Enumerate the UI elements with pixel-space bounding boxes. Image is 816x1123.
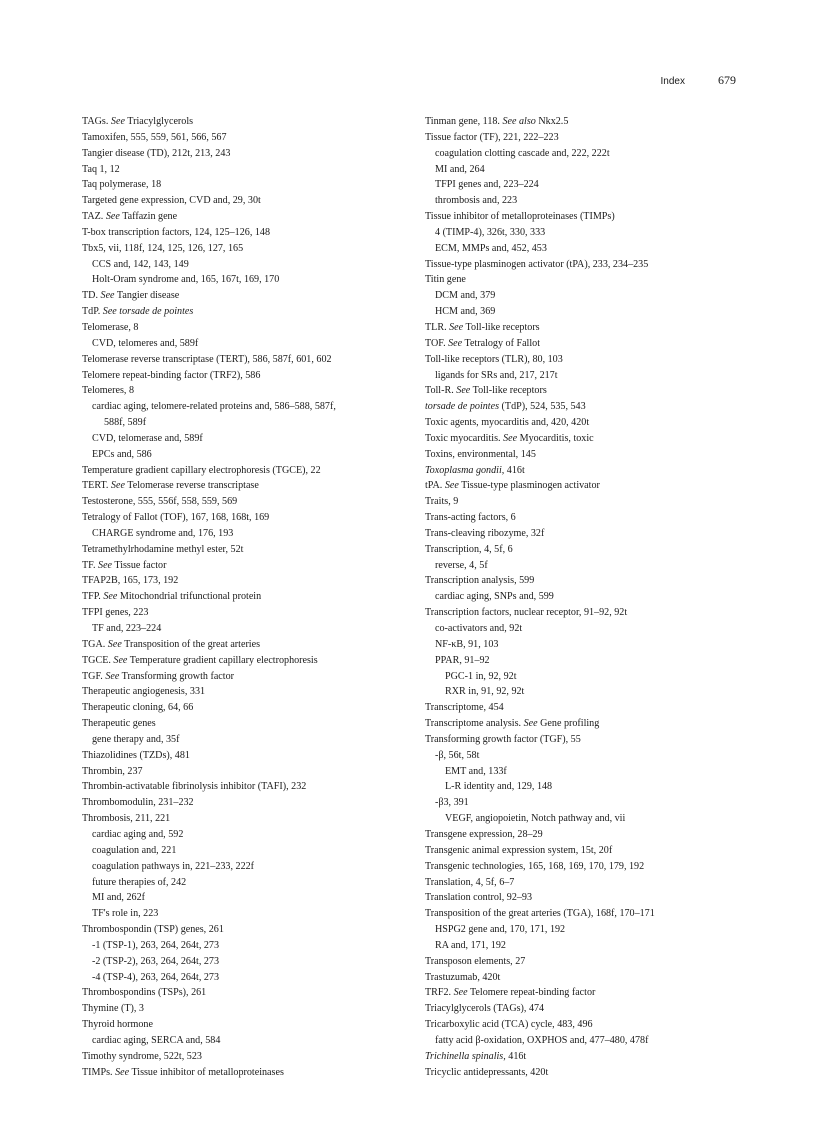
entry-text: Tbx5, vii, 118f, 124, 125, 126, 127, 165 xyxy=(82,242,244,254)
entry-text: Temperature gradient capillary electrophoresis (TGCE), 22 xyxy=(82,464,321,476)
entry-tail-text: Tissue inhibitor of metalloproteinases xyxy=(129,1066,284,1078)
entry-text: coagulation and, 221 xyxy=(92,844,177,856)
entry-tail-text: Telomerase reverse transcriptase xyxy=(124,480,259,492)
entry-text: Tetramethylrhodamine methyl ester, 52t xyxy=(82,543,244,555)
entry-text: Transcription analysis, 599 xyxy=(425,575,535,587)
entry-text: Toll-like receptors (TLR), 80, 103 xyxy=(425,353,563,365)
entry-text: TD. xyxy=(82,290,101,302)
index-entry xyxy=(82,1001,412,1017)
entry-text: Taq 1, 12 xyxy=(82,163,120,175)
index-entry xyxy=(82,700,412,716)
entry-text: Thrombomodulin, 231–232 xyxy=(82,797,194,809)
index-entry xyxy=(425,478,755,494)
index-subentry xyxy=(425,938,755,954)
index-entry xyxy=(82,1017,412,1033)
entry-italic-text: See xyxy=(110,480,125,492)
entry-text: Telomerase reverse transcriptase (TERT), 586, 587f, 601, 602 xyxy=(82,353,332,365)
entry-text: coagulation pathways in, 221–233, 222f xyxy=(92,860,255,872)
index-subentry xyxy=(425,764,755,780)
entry-text: TAGs. xyxy=(82,116,111,127)
index-entry xyxy=(82,684,412,700)
entry-tail-text: (TdP), 524, 535, 543 xyxy=(499,401,586,413)
index-entry xyxy=(425,859,755,875)
index-entry xyxy=(82,716,412,732)
index-subentry xyxy=(82,827,412,843)
entry-text: CHARGE syndrome and, 176, 193 xyxy=(92,527,234,539)
index-subentry xyxy=(425,637,755,653)
entry-text: Transgene expression, 28–29 xyxy=(425,828,543,840)
entry-text: ECM, MMPs and, 452, 453 xyxy=(435,242,547,254)
index-subentry xyxy=(82,859,412,875)
index-entry xyxy=(82,177,412,193)
entry-tail-text: Tangier disease xyxy=(114,290,180,302)
entry-text: Therapeutic cloning, 64, 66 xyxy=(82,702,194,714)
entry-text: TGCE. xyxy=(82,654,114,666)
index-entry xyxy=(425,542,755,558)
entry-text: L-R identity and, 129, 148 xyxy=(445,781,553,793)
index-entry xyxy=(425,399,755,415)
index-entry xyxy=(82,114,412,130)
entry-text: Tinman gene, 118. xyxy=(425,116,503,127)
index-entry xyxy=(82,748,412,764)
index-entry xyxy=(425,383,755,399)
index-entry xyxy=(425,1065,755,1081)
index-entry xyxy=(82,1065,412,1081)
entry-italic-text: See xyxy=(98,559,113,571)
index-entry xyxy=(425,494,755,510)
entry-text: Transcription, 4, 5f, 6 xyxy=(425,543,513,555)
entry-text: TdP. xyxy=(82,306,103,318)
entry-text: Transgenic technologies, 165, 168, 169, 170, 179, 192 xyxy=(425,860,645,872)
entry-italic-text: See xyxy=(523,718,538,730)
entry-text: Thymine (T), 3 xyxy=(82,1003,144,1015)
entry-tail-text: Tetralogy of Fallot xyxy=(462,337,541,349)
entry-text: TGA. xyxy=(82,638,108,650)
entry-tail-text: 416t xyxy=(504,464,525,476)
entry-text: CCS and, 142, 143, 149 xyxy=(92,258,189,270)
entry-text: Tissue inhibitor of metalloproteinases (TIMPs) xyxy=(425,211,615,223)
entry-tail-text: Transposition of the great arteries xyxy=(121,638,261,650)
entry-text: MI and, 262f xyxy=(92,892,145,904)
entry-italic-text: See xyxy=(115,1066,130,1078)
entry-text: TIMPs. xyxy=(82,1066,116,1078)
entry-text: Translation, 4, 5f, 6–7 xyxy=(425,876,515,888)
entry-text: Traits, 9 xyxy=(425,496,459,508)
entry-tail-text: Gene profiling xyxy=(537,718,600,730)
index-subentry xyxy=(82,272,412,288)
index-entry xyxy=(425,1017,755,1033)
entry-text: RXR in, 91, 92, 92t xyxy=(445,686,525,698)
index-entry xyxy=(82,304,412,320)
entry-text: Tissue factor (TF), 221, 222–223 xyxy=(425,131,559,143)
index-entry xyxy=(82,193,412,209)
entry-tail-text: 416t xyxy=(505,1050,527,1062)
entry-text: -1 (TSP-1), 263, 264, 264t, 273 xyxy=(92,939,220,951)
index-entry xyxy=(82,558,412,574)
entry-text: co-activators and, 92t xyxy=(435,623,523,634)
index-entry xyxy=(425,463,755,479)
index-entry xyxy=(425,447,755,463)
index-entry xyxy=(82,241,412,257)
entry-tail-text: Temperature gradient capillary electrophoresis xyxy=(127,654,318,666)
entry-text: Thyroid hormone xyxy=(82,1019,153,1031)
entry-text: PPAR, 91–92 xyxy=(435,654,490,666)
index-subentry xyxy=(82,970,412,986)
index-entry xyxy=(82,653,412,669)
entry-text: Targeted gene expression, CVD and, 29, 30t xyxy=(82,195,261,207)
entry-text: Thrombospondin (TSP) genes, 261 xyxy=(82,924,224,936)
entry-text: Thrombospondins (TSPs), 261 xyxy=(82,987,207,999)
index-entry xyxy=(82,811,412,827)
index-entry xyxy=(425,906,755,922)
entry-text: Transcription factors, nuclear receptor, 91–92, 92t xyxy=(425,607,628,619)
index-entry xyxy=(82,320,412,336)
index-subentry xyxy=(82,526,412,542)
entry-text: cardiac aging and, 592 xyxy=(92,828,184,840)
entry-text: RA and, 171, 192 xyxy=(435,939,506,951)
entry-text: thrombosis and, 223 xyxy=(435,195,518,207)
index-subentry xyxy=(425,225,755,241)
index-entry xyxy=(425,114,755,130)
entry-text: HSPG2 gene and, 170, 171, 192 xyxy=(435,924,566,936)
entry-text: Tricyclic antidepressants, 420t xyxy=(425,1066,549,1078)
index-entry xyxy=(425,510,755,526)
index-entry xyxy=(425,605,755,621)
index-entry xyxy=(82,510,412,526)
index-entry xyxy=(82,368,412,384)
entry-text: fatty acid β-oxidation, OXPHOS and, 477–480, 478f xyxy=(435,1034,649,1046)
entry-tail-text: Myocarditis, toxic xyxy=(517,432,594,444)
index-subentry xyxy=(82,938,412,954)
index-entry xyxy=(425,320,755,336)
entry-text: Timothy syndrome, 522t, 523 xyxy=(82,1050,202,1062)
entry-text: 588f, 589f xyxy=(104,417,147,429)
index-entry xyxy=(425,954,755,970)
entry-text: cardiac aging, SERCA and, 584 xyxy=(92,1034,221,1046)
entry-text: Toxic agents, myocarditis and, 420, 420t xyxy=(425,417,590,429)
entry-text: 4 (TIMP-4), 326t, 330, 333 xyxy=(435,226,546,238)
entry-text: Toxins, environmental, 145 xyxy=(425,448,536,460)
entry-text: DCM and, 379 xyxy=(435,290,496,302)
entry-text: TAZ. xyxy=(82,211,106,223)
entry-text: TF's role in, 223 xyxy=(92,908,159,920)
entry-text: VEGF, angiopoietin, Notch pathway and, vii xyxy=(445,813,626,825)
entry-italic-text: See xyxy=(107,638,122,650)
index-entry xyxy=(425,890,755,906)
entry-text: -β3, 391 xyxy=(435,797,469,809)
entry-text: tPA. xyxy=(425,480,445,492)
entry-italic-text: See xyxy=(103,591,118,603)
entry-text: -2 (TSP-2), 263, 264, 264t, 273 xyxy=(92,955,220,967)
entry-tail-text: Transforming growth factor xyxy=(119,670,234,682)
entry-text: Tricarboxylic acid (TCA) cycle, 483, 496 xyxy=(425,1019,593,1031)
index-entry xyxy=(82,764,412,780)
entry-text: EMT and, 133f xyxy=(445,765,507,777)
index-entry xyxy=(425,716,755,732)
entry-italic-text: See xyxy=(105,211,120,223)
index-entry xyxy=(425,1049,755,1065)
index-entry xyxy=(82,573,412,589)
entry-text: MI and, 264 xyxy=(435,163,485,175)
index-subentry xyxy=(425,288,755,304)
index-entry xyxy=(425,732,755,748)
entry-text: TLR. xyxy=(425,321,450,333)
entry-text: PGC-1 in, 92, 92t xyxy=(445,670,517,682)
index-entry xyxy=(425,827,755,843)
entry-italic-text: See xyxy=(110,116,125,127)
index-subentry xyxy=(425,669,755,685)
entry-text: Transposition of the great arteries (TGA), 168f, 170–171 xyxy=(425,908,655,920)
index-subentry xyxy=(425,146,755,162)
entry-text: Translation control, 92–93 xyxy=(425,892,533,904)
index-entry xyxy=(82,130,412,146)
entry-text: cardiac aging, SNPs and, 599 xyxy=(435,591,554,603)
index-entry xyxy=(82,542,412,558)
index-subentry xyxy=(425,558,755,574)
index-subentry xyxy=(82,257,412,273)
entry-italic-text: Trichinella spinalis, xyxy=(425,1050,506,1062)
entry-text: Telomeres, 8 xyxy=(82,385,134,397)
entry-tail-text: Mitochondrial trifunctional protein xyxy=(117,591,262,603)
entry-text: Tamoxifen, 555, 559, 561, 566, 567 xyxy=(82,131,227,143)
entry-text: TERT. xyxy=(82,480,111,492)
entry-text: TFPI genes, 223 xyxy=(82,607,149,619)
index-entry xyxy=(82,985,412,1001)
index-entry xyxy=(82,605,412,621)
entry-text: Tetralogy of Fallot (TOF), 167, 168, 168t, 169 xyxy=(82,512,270,524)
entry-text: Testosterone, 555, 556f, 558, 559, 569 xyxy=(82,496,238,508)
index-entry xyxy=(82,589,412,605)
index-subentry xyxy=(425,589,755,605)
index-entry xyxy=(425,875,755,891)
entry-text: HCM and, 369 xyxy=(435,306,496,318)
index-entry xyxy=(82,779,412,795)
index-entry xyxy=(82,209,412,225)
index-subentry xyxy=(82,890,412,906)
entry-text: Transgenic animal expression system, 15t, 20f xyxy=(425,844,613,856)
entry-text: Thrombosis, 211, 221 xyxy=(82,813,171,825)
entry-text: T-box transcription factors, 124, 125–126, 148 xyxy=(82,226,271,238)
index-entry xyxy=(82,1049,412,1065)
index-entry xyxy=(425,209,755,225)
entry-text: cardiac aging, telomere-related proteins and, 586–588, 587f, xyxy=(92,401,336,413)
entry-text: Transcriptome analysis. xyxy=(425,718,524,730)
entry-tail-text: Toll-like receptors xyxy=(463,321,540,333)
index-subentry xyxy=(425,162,755,178)
index-subentry xyxy=(82,954,412,970)
entry-text: Transposon elements, 27 xyxy=(425,955,526,967)
index-entry xyxy=(82,669,412,685)
index-subentry xyxy=(82,415,412,431)
index-subentry xyxy=(425,922,755,938)
entry-text: EPCs and, 586 xyxy=(92,448,152,460)
entry-text: Thrombin, 237 xyxy=(82,765,143,777)
index-subentry xyxy=(425,653,755,669)
index-subentry xyxy=(82,431,412,447)
index-entry xyxy=(82,162,412,178)
entry-tail-text: Triacylglycerols xyxy=(124,116,194,127)
index-entry xyxy=(425,526,755,542)
index-subentry xyxy=(425,621,755,637)
entry-text: Holt-Oram syndrome and, 165, 167t, 169, 170 xyxy=(92,274,280,286)
entry-text: Thiazolidines (TZDs), 481 xyxy=(82,749,190,761)
entry-italic-text: See xyxy=(444,480,459,492)
index-entry xyxy=(425,843,755,859)
entry-text: TFPI genes and, 223–224 xyxy=(435,179,539,191)
entry-text: CVD, telomerase and, 589f xyxy=(92,432,203,444)
index-subentry xyxy=(82,1033,412,1049)
entry-text: TFAP2B, 165, 173, 192 xyxy=(82,575,179,587)
entry-text: Telomerase, 8 xyxy=(82,321,139,333)
entry-italic-text: Toxoplasma gondii, xyxy=(425,464,505,476)
index-subentry xyxy=(425,779,755,795)
entry-text: Thrombin-activatable fibrinolysis inhibitor (TAFI), 232 xyxy=(82,781,307,793)
entry-italic-text: See xyxy=(113,654,128,666)
index-entry xyxy=(425,130,755,146)
entry-tail-text: Toll-like receptors xyxy=(470,385,547,397)
entry-text: Trans-cleaving ribozyme, 32f xyxy=(425,527,545,539)
entry-tail-text: Nkx2.5 xyxy=(535,116,569,127)
index-subentry xyxy=(425,368,755,384)
entry-text: Taq polymerase, 18 xyxy=(82,179,162,191)
index-subentry xyxy=(425,795,755,811)
entry-tail-text: Tissue-type plasminogen activator xyxy=(458,480,600,492)
entry-text: Toll-R. xyxy=(425,385,457,397)
entry-text: gene therapy and, 35f xyxy=(92,733,180,745)
entry-text: Therapeutic genes xyxy=(82,718,156,730)
index-entry xyxy=(82,383,412,399)
entry-text: -4 (TSP-4), 263, 264, 264t, 273 xyxy=(92,971,220,983)
entry-italic-text: torsade de pointes xyxy=(425,401,500,413)
index-entry xyxy=(425,272,755,288)
entry-text: CVD, telomeres and, 589f xyxy=(92,337,199,349)
index-entry xyxy=(82,225,412,241)
entry-text: TFP. xyxy=(82,591,104,603)
index-entry xyxy=(82,352,412,368)
index-subentry xyxy=(82,732,412,748)
entry-text: Trastuzumab, 420t xyxy=(425,971,501,983)
index-subentry xyxy=(425,304,755,320)
entry-text: TF. xyxy=(82,559,99,571)
index-entry xyxy=(425,257,755,273)
entry-text: Tangier disease (TD), 212t, 213, 243 xyxy=(82,147,231,159)
entry-text: TRF2. xyxy=(425,987,454,999)
index-subentry xyxy=(82,336,412,352)
index-subentry xyxy=(82,906,412,922)
entry-text: Toxic myocarditis. xyxy=(425,432,504,444)
entry-text: Titin gene xyxy=(425,274,466,286)
running-head: Index xyxy=(660,76,685,87)
index-subentry xyxy=(425,177,755,193)
entry-italic-text: See xyxy=(100,290,115,302)
index-entry xyxy=(82,478,412,494)
entry-text: -β, 56t, 58t xyxy=(435,749,480,761)
index-subentry xyxy=(82,447,412,463)
entry-text: coagulation clotting cascade and, 222, 222t xyxy=(435,147,610,159)
index-entry xyxy=(425,970,755,986)
index-entry xyxy=(425,573,755,589)
index-subentry xyxy=(82,621,412,637)
entry-text: Trans-acting factors, 6 xyxy=(425,512,516,524)
entry-italic-text: See xyxy=(449,321,464,333)
index-entry xyxy=(425,431,755,447)
index-column-left xyxy=(82,114,412,1080)
index-subentry xyxy=(82,399,412,415)
index-entry xyxy=(425,415,755,431)
index-entry xyxy=(82,463,412,479)
entry-tail-text: Taffazin gene xyxy=(119,211,178,223)
index-entry xyxy=(425,985,755,1001)
entry-text: Telomere repeat-binding factor (TRF2), 586 xyxy=(82,369,261,381)
entry-text: TGF. xyxy=(82,670,106,682)
entry-text: Transcriptome, 454 xyxy=(425,702,504,714)
index-entry xyxy=(82,494,412,510)
entry-italic-text: See xyxy=(456,385,471,397)
index-entry xyxy=(82,795,412,811)
index-subentry xyxy=(425,1033,755,1049)
index-subentry xyxy=(82,875,412,891)
entry-italic-text: See torsade de pointes xyxy=(102,306,194,318)
entry-text: Triacylglycerols (TAGs), 474 xyxy=(425,1003,545,1015)
page-header xyxy=(661,73,736,88)
entry-italic-text: See xyxy=(453,987,468,999)
entry-italic-text: See xyxy=(503,432,518,444)
index-entry xyxy=(425,352,755,368)
index-entry xyxy=(82,637,412,653)
index-subentry xyxy=(425,811,755,827)
entry-text: ligands for SRs and, 217, 217t xyxy=(435,369,558,381)
entry-text: Tissue-type plasminogen activator (tPA), 233, 234–235 xyxy=(425,258,649,270)
index-entry xyxy=(425,336,755,352)
index-entry xyxy=(82,288,412,304)
entry-text: Transforming growth factor (TGF), 55 xyxy=(425,733,581,745)
entry-italic-text: See xyxy=(105,670,120,682)
entry-tail-text: Telomere repeat-binding factor xyxy=(467,987,596,999)
entry-text: NF-κB, 91, 103 xyxy=(435,638,499,650)
entry-text: future therapies of, 242 xyxy=(92,876,187,888)
entry-italic-text: See also xyxy=(502,116,536,127)
index-subentry xyxy=(425,684,755,700)
entry-text: Therapeutic angiogenesis, 331 xyxy=(82,686,206,698)
index-entry xyxy=(425,700,755,716)
entry-italic-text: See xyxy=(448,337,463,349)
index-column-right xyxy=(425,114,755,1080)
entry-text: TOF. xyxy=(425,337,449,349)
index-subentry xyxy=(425,193,755,209)
index-subentry xyxy=(82,843,412,859)
index-entry xyxy=(82,146,412,162)
entry-text: reverse, 4, 5f xyxy=(435,559,488,571)
index-subentry xyxy=(425,748,755,764)
index-entry xyxy=(82,922,412,938)
entry-tail-text: Tissue factor xyxy=(112,559,167,571)
index-subentry xyxy=(425,241,755,257)
entry-text: TF and, 223–224 xyxy=(92,623,162,634)
page-number: 679 xyxy=(718,73,736,87)
index-entry xyxy=(425,1001,755,1017)
